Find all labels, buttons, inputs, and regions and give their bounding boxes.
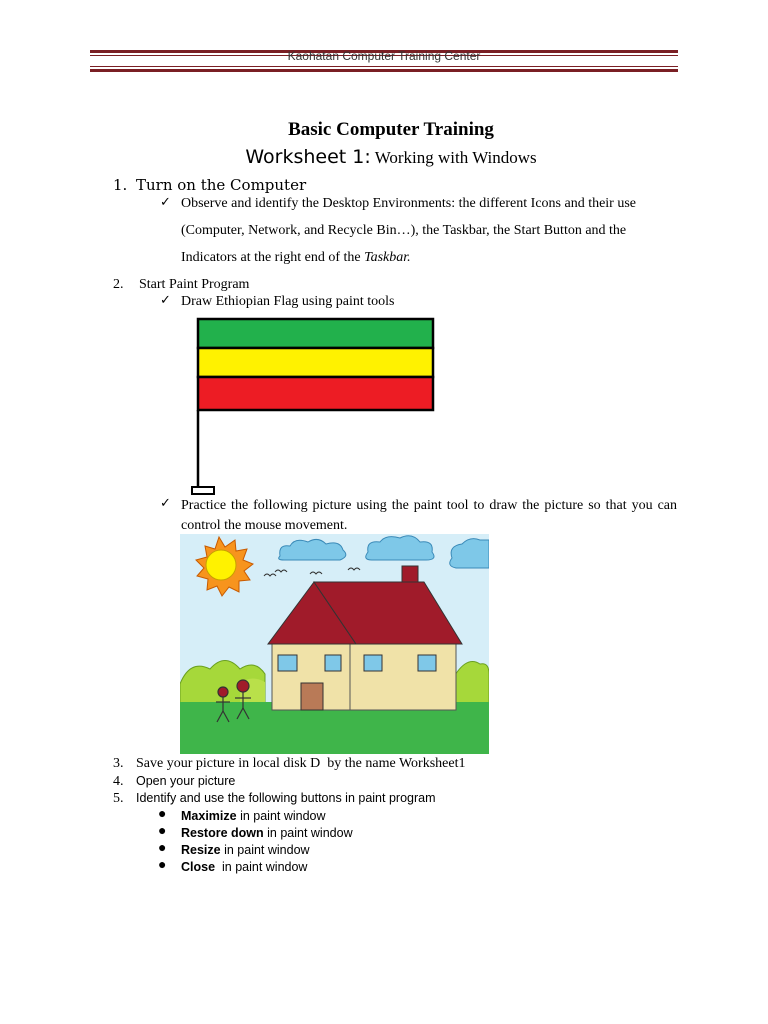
item-1-check-line2: (Computer, Network, and Recycle Bin…), the Taskbar, the Start Button and the bbox=[181, 223, 627, 238]
taskbar-emphasis: Taskbar. bbox=[364, 250, 411, 265]
button-desc: in paint window bbox=[263, 826, 353, 840]
button-desc: in paint window bbox=[220, 843, 310, 857]
item-2-number: 2. bbox=[113, 277, 124, 292]
header-rule-bottom-thin bbox=[90, 66, 678, 67]
item-5-text: Identify and use the following buttons in paint program bbox=[136, 791, 436, 805]
item-4-text: Open your picture bbox=[136, 774, 236, 788]
header-rule-bottom bbox=[90, 69, 678, 72]
flag-pole-base bbox=[192, 487, 214, 494]
item-1-check-line3 bbox=[181, 249, 681, 266]
check-icon: ✓ bbox=[160, 293, 171, 308]
worksheet-label: Worksheet 1: bbox=[245, 146, 371, 168]
document-title: Basic Computer Training bbox=[288, 119, 494, 140]
button-desc: in paint window bbox=[236, 809, 326, 823]
item-5-number: 5. bbox=[113, 791, 124, 806]
bullet-icon: ● bbox=[158, 858, 167, 873]
flag-stripe-red bbox=[198, 377, 433, 410]
bullet-icon: ● bbox=[158, 841, 167, 856]
item-3-number: 3. bbox=[113, 756, 124, 771]
flag-stripe-green bbox=[198, 319, 433, 348]
item-2-check-flag: Draw Ethiopian Flag using paint tools bbox=[181, 294, 395, 309]
item-1-number: 1. bbox=[113, 176, 128, 194]
item-3-text: Save your picture in local disk D by the name Worksheet1 bbox=[136, 756, 466, 771]
ethiopian-flag-drawing bbox=[185, 314, 440, 499]
item-1-text: Turn on the Computer bbox=[136, 176, 307, 194]
button-item-resize bbox=[181, 843, 310, 858]
house-scene-picture bbox=[180, 534, 489, 754]
item-2-check-practice: Practice the following picture using the paint tool to draw the picture so that you can control the mouse movement. bbox=[181, 498, 677, 533]
button-item-maximize bbox=[181, 809, 326, 824]
item-4-number: 4. bbox=[113, 774, 124, 789]
item-1-check-line3-text: Indicators at the right end of the bbox=[181, 250, 361, 265]
header-title: Kaohatan Computer Training Center bbox=[287, 49, 481, 63]
check-icon: ✓ bbox=[160, 496, 171, 511]
bullet-icon: ● bbox=[158, 824, 167, 839]
button-desc: in paint window bbox=[215, 860, 308, 874]
button-name: Close bbox=[181, 860, 216, 874]
button-name: Restore down bbox=[181, 826, 264, 840]
button-name: Maximize bbox=[181, 809, 237, 823]
bullet-icon: ● bbox=[158, 807, 167, 822]
button-name: Resize bbox=[181, 843, 221, 857]
item-1-check-line1: Observe and identify the Desktop Environments: the different Icons and their use bbox=[181, 196, 637, 211]
button-item-close bbox=[181, 860, 307, 875]
check-icon: ✓ bbox=[160, 195, 171, 210]
worksheet-topic: Working with Windows bbox=[374, 148, 537, 167]
button-item-restore-down bbox=[181, 826, 353, 841]
flag-stripe-yellow bbox=[198, 348, 433, 377]
item-2-text: Start Paint Program bbox=[139, 277, 250, 292]
worksheet-subtitle bbox=[0, 146, 768, 168]
